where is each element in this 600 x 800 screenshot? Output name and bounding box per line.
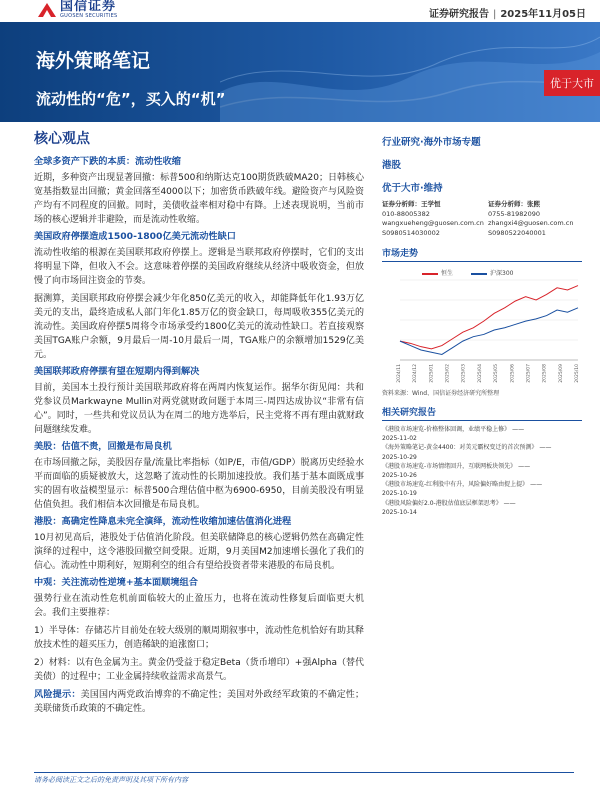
- industry-label: 行业研究·海外市场专题: [382, 137, 481, 148]
- analyst-email[interactable]: zhangxi4@guosen.com.cn: [488, 219, 574, 227]
- related-report-title[interactable]: 《港股风险偏好2.0-港股估值底层框架思考》 ——: [382, 499, 516, 507]
- x-tick-label: 2025/06: [510, 364, 516, 383]
- report-title: 海外策略笔记: [36, 50, 151, 72]
- section-paragraph: 1）半导体：存储芯片目前处在较大级别的顺周期叙事中，流动性危机恰好有助其释放技术性的超买压力，创造稀缺的追涨窗口；: [34, 626, 364, 650]
- logo-text-en: GUOSEN SECURITIES: [60, 13, 118, 19]
- related-research-heading: 相关研究报告: [382, 405, 582, 421]
- analyst-name: 张熙: [527, 200, 540, 208]
- related-report-date: 2025-10-26: [382, 472, 417, 480]
- analyst-1: [382, 200, 484, 238]
- risk-text: 美国国内两党政治博弈的不确定性；美国对外政经军政策的不确定性；美联储货币政策的不确定性。: [34, 690, 364, 714]
- section-heading: 港股：高确定性降息未完全演绎，流动性收缩加速估值消化进程: [34, 516, 292, 527]
- analyst-role: 证券分析师：: [382, 200, 421, 208]
- x-tick-label: 2025/05: [494, 364, 500, 383]
- x-tick-label: 2025/07: [526, 364, 532, 383]
- section-paragraph: 10月初见高后，港股处于估值消化阶段。但美联储降息的核心逻辑仍然在高确定性演绎的过程中，这令港股回撤空间受限。近期，9月美国M2加速增长强化了我们的信心。流动性中期利好，短期利空的组合有望给投资者带来港股的布局良机。: [34, 533, 364, 571]
- section-heading: 美国联邦政府停摆有望在短期内得到解决: [34, 366, 200, 377]
- x-tick-label: 2025/04: [477, 364, 483, 383]
- related-report-item[interactable]: [382, 443, 582, 461]
- section-paragraph: 2）材料：以有色金属为主。黄金仍受益于稳定Beta（货币增印）+强Alpha（替代美债）的过程中；工业金属持续收益需求高景气。: [34, 658, 364, 682]
- related-report-item[interactable]: [382, 425, 582, 443]
- chart-source-note: 资料来源：Wind、国信证券经济研究所整理: [382, 390, 500, 397]
- related-report-item[interactable]: [382, 480, 582, 498]
- section-paragraph: 目前，美国本土投行预计美国联邦政府将在两周内恢复运作。据华尔街见闻：共和党参议员Markwayne Mullin对两党就财政问题于本周三-周四达成协议“非常有信心”。同时，一些共和党议员认为在周二的地方选举后，民主党将不再有理由就财政问题继续发难。: [34, 383, 364, 435]
- core-views-heading: 核心观点: [34, 131, 90, 147]
- analyst-role: 证券分析师：: [488, 200, 527, 208]
- legend-item: [422, 268, 453, 277]
- legend-swatch: [422, 273, 438, 275]
- main-column: [34, 128, 364, 720]
- section-paragraph: 据测算，美国联邦政府停摆会减少年化850亿美元的收入，却能降低年化1.93万亿美元的支出，最终造成私人部门年化1.85万亿的资金缺口，每周吸收355亿美元的流动性。美国政府停摆5周将令市场承受约1800亿美元的流动性缺口。若直接观察美国TGA账户余额，9月最后一周-10月最后一周，TGA账户的余额增加1529亿美元。: [34, 294, 364, 360]
- analyst-block: [382, 200, 582, 238]
- legend-item: [471, 268, 513, 277]
- market-label: 港股: [382, 160, 402, 171]
- analyst-2-name-line: [488, 200, 582, 210]
- related-report-item[interactable]: [382, 499, 582, 517]
- rating-label: 优于大市·维持: [382, 183, 443, 194]
- guosen-logo: [38, 0, 118, 20]
- analyst-name: 王学恒: [421, 200, 441, 208]
- risk-paragraph: [34, 688, 364, 716]
- report-subtitle: 流动性的“危”，买入的“机”: [36, 90, 226, 108]
- market-trend-heading: 市场走势: [382, 246, 582, 262]
- related-report-date: 2025-10-19: [382, 490, 417, 498]
- x-tick-label: 2025/09: [558, 364, 564, 383]
- logo-mark-icon: [38, 3, 56, 17]
- report-meta-separator: |: [492, 9, 497, 20]
- footer-divider: [34, 772, 574, 773]
- analyst-phone: 0755-81982090: [488, 209, 540, 218]
- x-tick-label: 2025/08: [542, 364, 548, 383]
- report-type: 证券研究报告: [428, 9, 489, 20]
- legend-label: 恒生: [441, 270, 454, 277]
- trend-chart-svg: [382, 266, 582, 386]
- banner-wave-decoration: [220, 22, 600, 122]
- x-tick-label: 2024/12: [413, 364, 419, 383]
- analyst-cert: S0980514030002: [382, 228, 440, 237]
- related-report-item[interactable]: [382, 462, 582, 480]
- related-report-date: 2025-10-29: [382, 453, 417, 461]
- risk-heading: 风险提示：: [34, 689, 81, 700]
- section-paragraph: 流动性收缩的根源在美国联邦政府停摆上。逻辑是当联邦政府停摆时，它们的支出将明显下降，但收入不会。这意味着停摆的美国政府继续从经济中吸收资金，但放慢了向市场回注资金的节奏。: [34, 248, 364, 286]
- section-heading: 美国政府停摆造成1500-1800亿美元流动性缺口: [34, 231, 236, 242]
- chart-legend: [422, 268, 513, 277]
- section-heading: 美股：估值不贵，回撤是布局良机: [34, 441, 172, 452]
- x-tick-label: 2025/03: [461, 364, 467, 383]
- analyst-2: [488, 200, 582, 238]
- legend-swatch: [471, 273, 487, 275]
- related-report-title[interactable]: 《港股市场速览-市场情绪回升，互联网板块领先》 ——: [382, 462, 531, 470]
- market-trend-chart: [382, 266, 582, 386]
- related-report-title[interactable]: 《港股市场速览-价格整体回调，业绩平稳上修》 ——: [382, 426, 525, 433]
- section-paragraph: 近期，多种资产出现显著回撤：标普500和纳斯达克100期货跌破MA20；日韩核心宽基指数显出回撤；黄金回落至4000以下；加密货币跌破年线。避险资产与风险资产均有不同程度的回撤。同时，美债收益率相对稳中有降。上述表现说明，当前市场的核心逻辑并非避险，而是流动性收缩。: [34, 173, 364, 225]
- section-paragraph: 在市场回撤之际，美股因存量/流量比率指标（如P/E，市值/GDP）脱离历史经验水平而面临的质疑被放大，这忽略了流动性的长期加速投放。我们基于基本面既成事实的固有收益模型显示：标普500合理估值中枢为6900-6950，目前美股没有明显估值负担。我们相信本次回撤是布局良机。: [34, 458, 364, 510]
- sidebar: [382, 134, 582, 517]
- analyst-cert: S0980522040001: [488, 228, 546, 237]
- section-paragraph: 强势行业在流动性危机前面临较大的止盈压力，也将在流动性修复后面临更大机会。我们主要推荐：: [34, 594, 364, 618]
- title-banner: [0, 22, 600, 122]
- related-report-date: 2025-11-02: [382, 435, 417, 443]
- x-tick-label: 2025/01: [429, 364, 435, 383]
- legend-label: 沪深300: [490, 270, 514, 277]
- analyst-1-name-line: [382, 200, 476, 210]
- report-date: 2025年11月05日: [500, 9, 586, 20]
- analyst-phone: 010-88005382: [382, 209, 430, 218]
- logo-text-cn: 国信证券: [60, 0, 117, 14]
- report-meta: [429, 5, 586, 20]
- x-tick-label: 2025/02: [445, 364, 451, 383]
- related-report-title[interactable]: 《海外策略笔记-黄金4400：对美元霸权变迁的首次预测》 ——: [382, 444, 552, 452]
- top-bar: [0, 0, 600, 22]
- related-report-date: 2025-10-14: [382, 508, 417, 516]
- analyst-email[interactable]: wangxueheng@guosen.com.cn: [382, 219, 484, 227]
- x-tick-label: 2025/10: [575, 364, 580, 383]
- section-heading: 中观：关注流动性逆境+基本面顺境组合: [34, 577, 198, 588]
- rating-badge: 优于大市: [544, 70, 600, 96]
- x-tick-label: 2024/11: [397, 364, 402, 383]
- section-heading: 全球多资产下跌的本质：流动性收缩: [34, 156, 181, 167]
- series-line: [400, 286, 578, 349]
- related-research-list: [382, 425, 582, 517]
- related-report-title[interactable]: 《港股市场速览-红利股中有升，风险偏好略由捉上提》 ——: [382, 481, 543, 489]
- footer-disclaimer: 请务必阅读正文之后的免责声明及其项下所有内容: [34, 776, 188, 784]
